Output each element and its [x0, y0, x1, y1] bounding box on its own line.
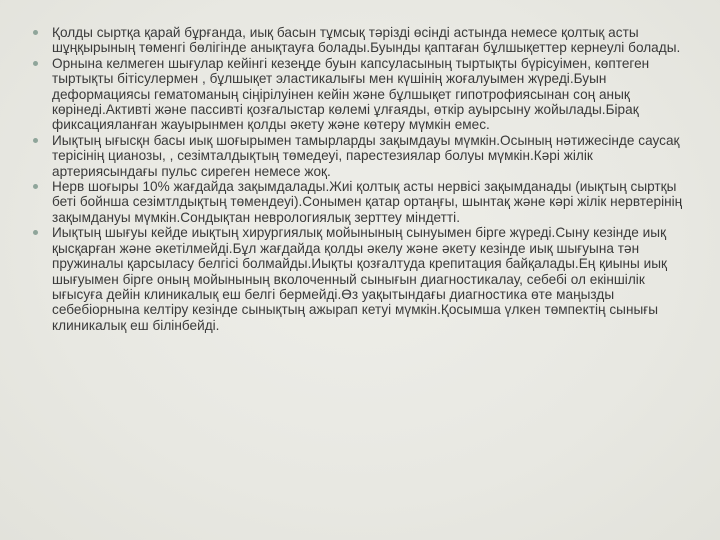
bullet-text: Нерв шоғыры 10% жағдайда зақымдалады.Жиі қолтық асты нервісі зақымданады (иықтың сыртқы беті бойнша сезімтлдықтың төмендеуі).Сонымен қатар ортаңғы, шынтақ және кәрі жілік нервтерінің зақымдануы мүмкін.Сондықтан неврологиялық зерттеу міндетті.	[52, 179, 683, 225]
bullet-dot-icon	[33, 184, 38, 189]
bullet-dot-icon	[33, 30, 38, 35]
bullet-dot-icon	[33, 61, 38, 66]
bullet-text: Қолды сыртқа қарай бұрғанда, иық басын тұмсық тәрізді өсінді астында немесе қолтық асты шұңқырының төменгі бөлігінде анықтауға болады.Буынды қаптаған бұлшықеттер кернеулі болады.	[52, 25, 681, 56]
bullet-item-2	[32, 56, 686, 133]
bullet-item-1	[32, 25, 686, 56]
bullet-text: Иықтың шығуы кейде иықтың хирургиялық мойынының сынуымен бірге жүреді.Сыну кезінде иық қысқарған және әкетілмейді.Бұл жағдайда қолды әкелу және әкету кезінде иық шығуына тән пружиналы қарсыласу белгісі болмайды.Иықты қозғалтуда крепитация байқалады.Ең қиыны иық шығуымен бірге оның мойынының вколоченный сынығын диагностикалау, себебі ол екіншілік ығысуға дейін клиникалық еш белгі бермейді.Өз уақытындағы диагностика өте маңызды себебіорнына келтіру кезінде сынықтың ажырап кетуі мүмкін.Қосымша үлкен төмпектің сынығы клиникалық еш білінбейді.	[52, 225, 667, 333]
bullet-list	[32, 25, 686, 333]
bullet-dot-icon	[33, 138, 38, 143]
bullet-item-4	[32, 179, 686, 225]
bullet-text: Иықтың ығысқн басы иық шоғырымен тамырларды зақымдауы мүмкін.Осының нәтижесінде саусақ терісінің цианозы, , сезімталдықтың төмедеуі, парестезиялар болуы мүмкін.Кәрі жілік артериясындағы пульс сиреген немесе жоқ.	[52, 132, 680, 179]
bullet-item-5	[32, 225, 686, 333]
bullet-text: Орнына келмеген шығулар кейінгі кезеңде буын капсуласының тыртықты бүрісуімен, көптеген тыртықты бітісулермен , бұлшықет эластикалығы мен күшінің жоғалуымен жүреді.Буын деформациясы гематоманың сіңірілуінен кейін және бұлшықет гипотрофиясынан соң анық көрінеді.Активті және пассивті қозғалыстар көлемі ұлғаяды, өткір ауырсыну жойылады.Бірақ фиксацияланған жауырынмен қолды әкету және көтеру мүмкін емес.	[52, 55, 650, 133]
bullet-dot-icon	[33, 230, 38, 235]
bullet-item-3	[32, 133, 686, 179]
